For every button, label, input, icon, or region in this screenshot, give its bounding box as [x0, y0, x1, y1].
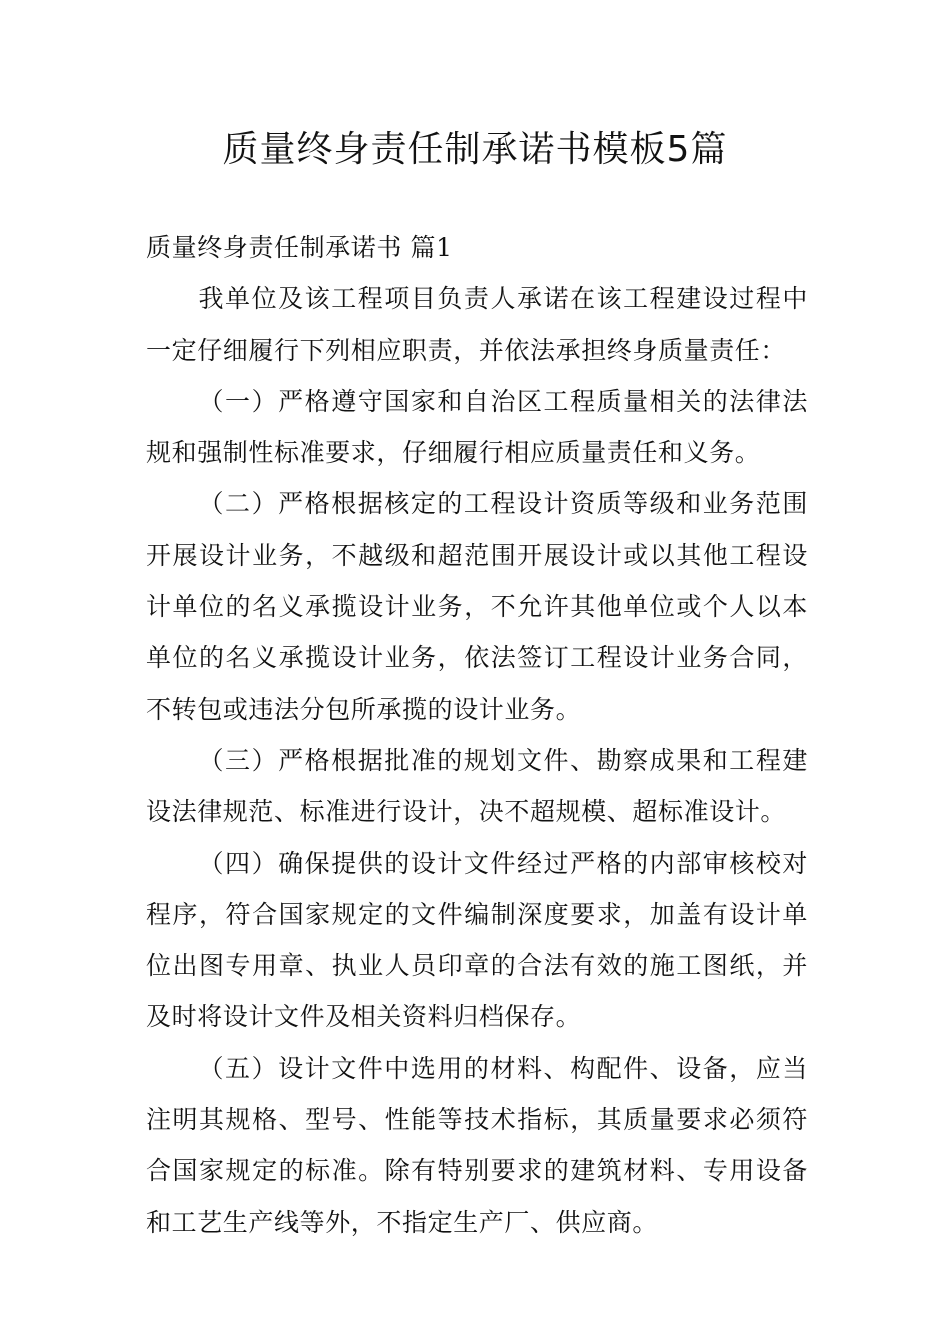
paragraph-item-2: （二）严格根据核定的工程设计资质等级和业务范围开展设计业务，不越级和超范围开展设计或以其他工程设计单位的名义承揽设计业务，不允许其他单位或个人以本单位的名义承揽设计业务，依法签订工程设计业务合同，不转包或违法分包所承揽的设计业务。: [146, 489, 808, 724]
document-title: 质量终身责任制承诺书模板5篇: [222, 129, 728, 170]
document-body: [146, 222, 808, 1248]
paragraph-commitment-intro: 我单位及该工程项目负责人承诺在该工程建设过程中一定仔细履行下列相应职责，并依法承担终身质量责任：: [146, 284, 808, 365]
paragraph-item-1: （一）严格遵守国家和自治区工程质量相关的法律法规和强制性标准要求，仔细履行相应质量责任和义务。: [146, 386, 808, 468]
section-heading: 质量终身责任制承诺书 篇1: [146, 233, 453, 262]
paragraph-item-3: （三）严格根据批准的规划文件、勘察成果和工程建设法律规范、标准进行设计，决不超规模、超标准设计。: [146, 745, 808, 827]
paragraph-item-4: （四）确保提供的设计文件经过严格的内部审核校对程序，符合国家规定的文件编制深度要求，加盖有设计单位出图专用章、执业人员印章的合法有效的施工图纸，并及时将设计文件及相关资料归档保存。: [146, 848, 808, 1032]
paragraph-item-5: （五）设计文件中选用的材料、构配件、设备，应当注明其规格、型号、性能等技术指标，其质量要求必须符合国家规定的标准。除有特别要求的建筑材料、专用设备和工艺生产线等外，不指定生产厂、供应商。: [146, 1053, 808, 1237]
